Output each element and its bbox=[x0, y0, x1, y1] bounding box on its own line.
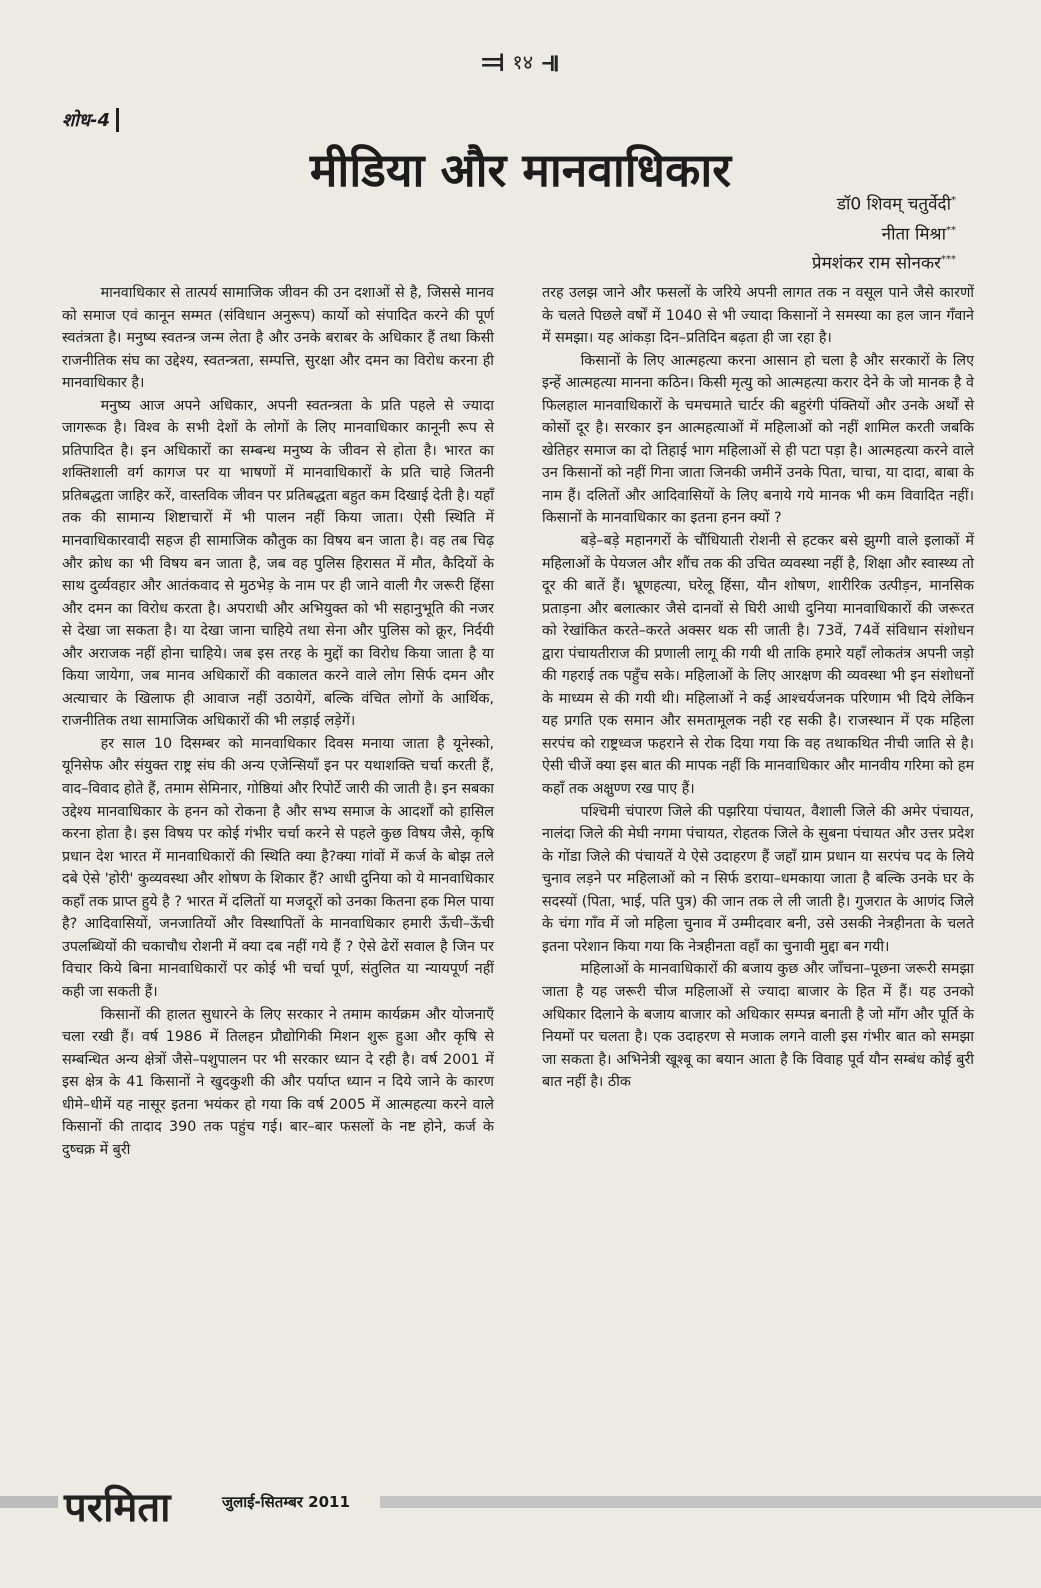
paragraph: किसानों के लिए आत्महत्या करना आसान हो चला है और सरकारों के लिए इन्हें आत्महत्या मानना कठिन। किसी मृत्यु को आत्महत्या करार देने के जो मानक है वे फिलहाल मानवाधिकारों के चमचमाते चार्टर की बहुरंगी पंक्तियों और उनके अर्थों से कोसों दूर है। सरकार इन आत्महत्याओं में महिलाओं को नहीं शामिल करती जबकि खेतिहर समाज का दो तिहाई भाग महिलाओं से ही पटा पड़ा है। आत्महत्या करने वाले उन किसानों को नहीं गिना जाता जिनकी जमीनें उनके पिता, चाचा, या दादा, बाबा के नाम हैं। दलितों और आदिवासियों के लिए बनाये गये मानक भी कम विवादित नहीं। किसानों के मानवाधिकार का इतना हनन क्यों ? bbox=[542, 352, 974, 527]
paragraph: तरह उलझ जाने और फसलों के जरिये अपनी लागत तक न वसूल पाने जैसे कारणों के चलते पिछले वर्षों में 1040 से भी ज्यादा किसानों ने समस्या का हल जान गँवाने में समझा। यह आंकड़ा दिन–प्रतिदिन बढ़ता ही जा रहा है। bbox=[542, 285, 974, 347]
section-tag: शोध-4 bbox=[62, 108, 119, 132]
author-3: प्रेमशंकर राम सोनकर*** bbox=[811, 253, 956, 274]
paragraph: पश्चिमी चंपारण जिले की पझरिया पंचायत, वैशाली जिले की अमेर पंचायत, नालंदा जिले की मेघी नगमा पंचायत, रोहतक जिले के सुबना पंचायत और उत्तर प्रदेश के गोंडा जिले की पंचायतें ये ऐसे उदाहरण हैं जहाँ ग्राम प्रधान या सरपंच पद के लिये चुनाव लड़ने पर महिलाओं को न सिर्फ डराया–धमकाया जाता है बल्कि उनके घर के सदस्यों (पिता, भाई, पति पुत्र) की जान तक ले ली जाती है। गुजरात के आणंद जिले के चंगा गाँव में जो महिला चुनाव में उम्मीदवार बनी, उसे उसकी नेत्रहीनता के चलते इतना परेशान किया गया कि नेत्रहीनता वहाँ का चुनावी मुद्दा बन गयी। bbox=[542, 803, 974, 955]
footer-bar-left bbox=[0, 1496, 58, 1508]
page-number-text: १४ bbox=[512, 50, 534, 74]
right-column bbox=[542, 282, 974, 1094]
issue-date: जुलाई-सितम्बर 2011 bbox=[222, 1493, 350, 1511]
left-ornament-icon: ⫤ bbox=[481, 44, 505, 79]
paragraph: महिलाओं के मानवाधिकारों की बजाय कुछ और जाँचना–पूछना जरूरी समझा जाता है यह जरूरी चीज महिलाओं से ज्यादा बाजार के हित में हैं। यह उनको अधिकार दिलाने के बजाय बाजार को अधिकार सम्पन्न बनाती है जो माँग और पूर्ति के नियमों पर चलता है। एक उदाहरण से मजाक लगने वाली इस गंभीर बात को समझा जा सकता है। अभिनेत्री खूश्बू का बयान आता है कि विवाह पूर्व यौन सम्बंध कोई बुरी बात नहीं है। ठीक bbox=[542, 961, 974, 1091]
footer-bar-right bbox=[380, 1496, 1041, 1508]
journal-logo: परमिता bbox=[64, 1485, 171, 1531]
paragraph: बड़े–बड़े महानगरों के चौंधियाती रोशनी से हटकर बसे झुग्गी वाले इलाकों में महिलाओं के पेयजल और शौंच तक की उचित व्यवस्था नहीं है, शिक्षा और स्वास्थ्य तो दूर की बातें हैं। भ्रूणहत्या, घरेलू हिंसा, यौन शोषण, शारीरिक उत्पीड़न, मानसिक प्रताड़ना और बलात्कार जैसे दानवों से घिरी आधी दुनिया मानवाधिकारों की जरूरत को रेखांकित करते–करते अक्सर थक सी जाती है। 73वें, 74वें संविधान संशोधन द्वारा पंचायतीराज की प्रणाली लागू की गयी थी ताकि हमारे यहाँ लोकतंत्र अपनी जड़ो की गहराई तक पहुँच सके। महिलाओं के लिए आरक्षण की व्यवस्था भी इन संशोधनों के माध्यम से की गयी थी। महिलाओं ने कई आश्चर्यजनक परिणाम भी दिये लेकिन यह प्रगति एक समान और समतामूलक नही रह सकी है। राजस्थान में एक महिला सरपंच को राष्ट्रध्वज फहराने से रोक दिया गया कि वह तथाकथित नीची जाति से है। ऐसी चीजें क्या इस बात की मापक नहीं कि मानवाधिकार और मानवीय गरिमा को हम कहाँ तक अक्षुण्ण रख पाए हैं। bbox=[542, 533, 974, 798]
page-number bbox=[0, 44, 1041, 79]
paragraph: हर साल 10 दिसम्बर को मानवाधिकार दिवस मनाया जाता है यूनेस्को, यूनिसेफ और संयुक्त राष्ट्र संघ की अन्य एजेन्सियाँ इन पर यथाशक्ति चर्चा करती हैं, वाद–विवाद होते हैं, तमाम सेमिनार, गोष्ठियां और रिपोर्टे जारी की जाती है। इन सबका उद्देश्य मानवाधिकार के हनन को रोकना है और सभ्य समाज के आदर्शों को हासिल करना होता है। इस विषय पर कोई गंभीर चर्चा करने से पहले कुछ विषय जैसे, कृषि प्रधान देश भारत में मानवाधिकारों की स्थिति क्या है?क्या गांवों में कर्ज के बोझ तले दबे ऐसे 'होरी' कुव्यवस्था और शोषण के शिकार हैं? आधी दुनिया को ये मानवाधिकार कहाँ तक प्राप्त हुये है ? भारत में दलितों या मजदूरों को उनका कितना हक मिल पाया है? आदिवासियों, जनजातियों और विस्थापितों के मानवाधिकार हमारी ऊँची–ऊँची उपलब्धियों की चकाचौध रोशनी में क्या दब नहीं गये हैं ? ऐसे ढेरों सवाल है जिन पर विचार किये बिना मानवाधिकारों पर कोई भी चर्चा पूर्ण, संतुलित या न्यायपूर्ण नहीं कही जा सकती हैं। bbox=[62, 735, 494, 1000]
author-list bbox=[812, 188, 956, 277]
author-2: नीता मिश्रा** bbox=[881, 224, 956, 245]
paragraph: मनुष्य आज अपने अधिकार, अपनी स्वतन्त्रता के प्रति पहले से ज्यादा जागरूक है। विश्व के सभी देशों के लोगों के लिए मानवाधिकार कानूनी रूप से प्रतिपादित है। इन अधिकारों का सम्बन्ध मनुष्य के जीवन से होता है। भारत का शक्तिशाली वर्ग कागज पर या भाषणों में मानवाधिकारों के प्रति चाहे जितनी प्रतिबद्धता जाहिर करें, वास्तविक जीवन पर प्रतिबद्धता बहुत कम दिखाई देती है। यहाँ तक की सामान्य शिष्टाचारों में भी पालन नहीं किया जाता। ऐसी स्थिति में मानवाधिकारवादी सहज ही सामाजिक कौतुक का विषय बन जाता है। वह तब चिढ़ और क्रोध का भी विषय बन जाता है, जब वह पुलिस हिरासत में मौत, कैदियों के साथ दुर्व्यवहार और आतंकवाद से मुठभेड़ के नाम पर ही जाने वाली गैर जरूरी हिंसा और दमन का विरोध करता है। अपराधी और अभियुक्त को भी सहानुभूति की नजर से देखा जा सकता है। या देखा जाना चाहिये तथा सेना और पुलिस को क्रूर, निर्दयी और अराजक नहीं होना चाहिये। जब इस तरह के मुद्दों का विरोध किया जाता है या किया जायेगा, जब मानव अधिकारों की वकालत करने वाले लोग सिर्फ दमन और अत्याचार के खिलाफ ही आवाज नहीं उठायेगें, बल्कि वंचित लोगों के आर्थिक, राजनीतिक तथा सामाजिक अधिकारों की भी लड़ाई लड़ेगें। bbox=[62, 397, 494, 730]
footer bbox=[0, 1482, 1041, 1531]
article-title: मीडिया और मानवाधिकार bbox=[309, 143, 732, 197]
paragraph: मानवाधिकार से तात्पर्य सामाजिक जीवन की उन दशाओं से है, जिससे मानव को समाज एवं कानून सम्मत (संविधान अनुरूप) कार्यो को संपादित करने की पूर्ण स्वतंत्रता है। मनुष्य स्वतन्त्र जन्म लेता है और उनके बराबर के अधिकार हैं तथा किसी राजनीतिक संघ का उद्देश्य, स्वतन्त्रता, सम्पत्ति, सुरक्षा और दमन का विरोध करना ही मानवाधिकार है। bbox=[62, 285, 494, 392]
paragraph: किसानों की हालत सुधारने के लिए सरकार ने तमाम कार्यक्रम और योजनाएँ चला रखी हैं। वर्ष 1986 में तिलहन प्रौद्योगिकी मिशन शुरू हुआ और कृषि से सम्बन्धित अन्य क्षेत्रों जैसे–पशुपालन पर भी सरकार ध्यान दे रही है। वर्ष 2001 में इस क्षेत्र के 41 किसानों ने खुदकुशी की और पर्याप्त ध्यान न दिये जाने के कारण धीमे–धीमें यह नासूर इतना भयंकर हो गया कि वर्ष 2005 में आत्महत्या करने वाले किसानों की तादाद 390 तक पहुंच गई। बार–बार फसलों के नष्ट होने, कर्ज के दुष्चक्र में बुरी bbox=[62, 1006, 494, 1158]
right-ornament-icon: ⫣ bbox=[541, 44, 560, 79]
author-1: डॉ0 शिवम् चतुर्वेदी* bbox=[836, 194, 956, 215]
left-column bbox=[62, 282, 494, 1161]
